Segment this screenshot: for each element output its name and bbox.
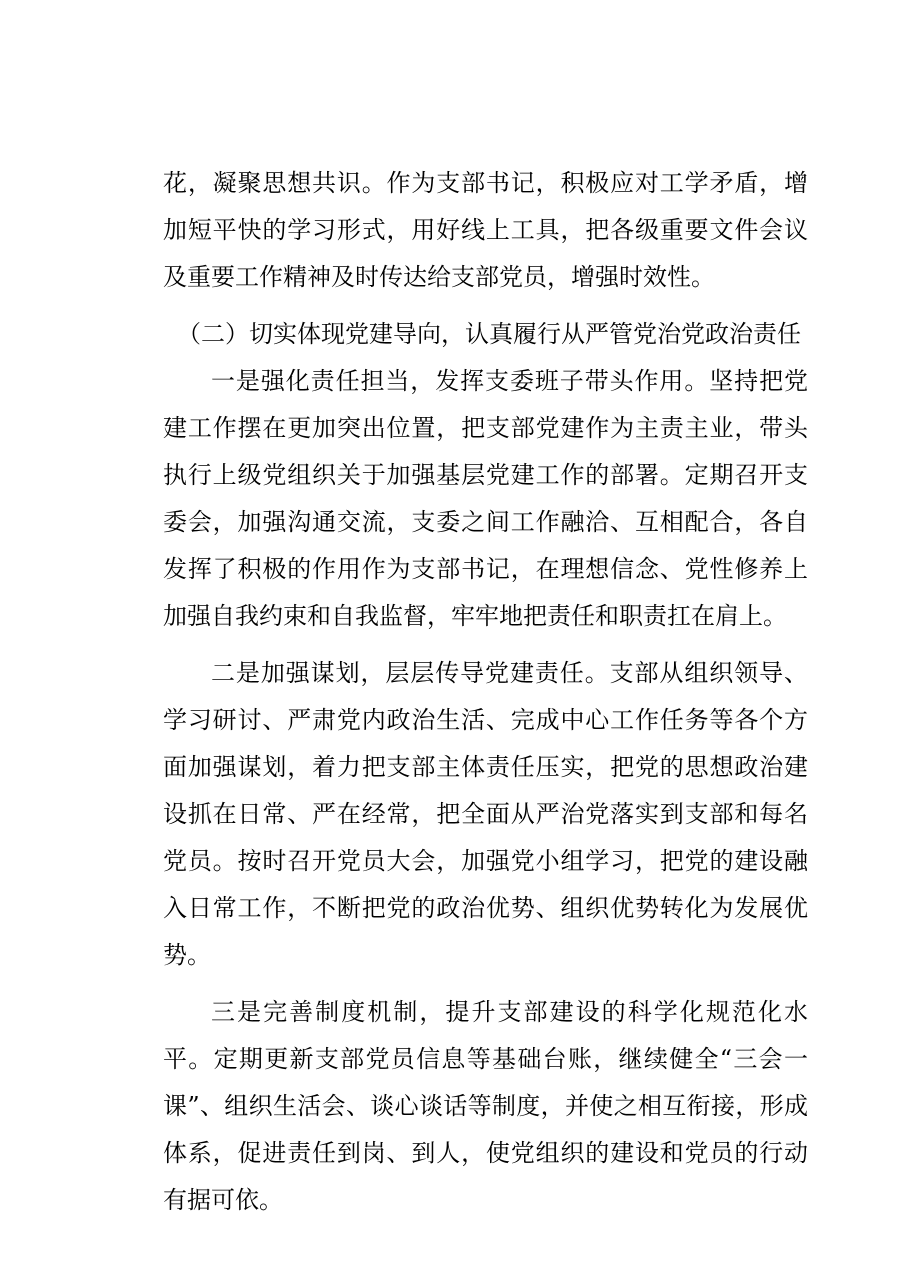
document-body: [163, 160, 808, 1233]
body-paragraph-first: 一是强化责任担当，发挥支委班子带头作用。坚持把党建工作摆在更加突出位置，把支部党建作为主责主业，带头执行上级党组织关于加强基层党建工作的部署。定期召开支委会，加强沟通交流，支委之间工作融洽、互相配合，各自发挥了积极的作用作为支部书记，在理想信念、党性修养上加强自我约束和自我监督，牢牢地把责任和职责扛在肩上。: [163, 367, 808, 630]
continuation-paragraph: 花，凝聚思想共识。作为支部书记，积极应对工学矛盾，增加短平快的学习形式，用好线上工具，把各级重要文件会议及重要工作精神及时传达给支部党员，增强时效性。: [163, 169, 808, 291]
body-paragraph-second: 二是加强谋划，层层传导党建责任。支部从组织领导、学习研讨、严肃党内政治生活、完成中心工作任务等各个方面加强谋划，着力把支部主体责任压实，把党的思想政治建设抓在日常、严在经常，把全面从严治党落实到支部和每名党员。按时召开党员大会，加强党小组学习，把党的建设融入日常工作，不断把党的政治优势、组织优势转化为发展优势。: [163, 659, 808, 969]
section-heading: （二）切实体现党建导向，认真履行从严管党治党政治责任: [177, 320, 801, 348]
body-paragraph-third: 三是完善制度机制，提升支部建设的科学化规范化水平。定期更新支部党员信息等基础台账，继续健全“三会一课”、组织生活会、谈心谈话等制度，并使之相互衔接，形成体系，促进责任到岗、到人，使党组织的建设和党员的行动有据可依。: [163, 998, 808, 1214]
